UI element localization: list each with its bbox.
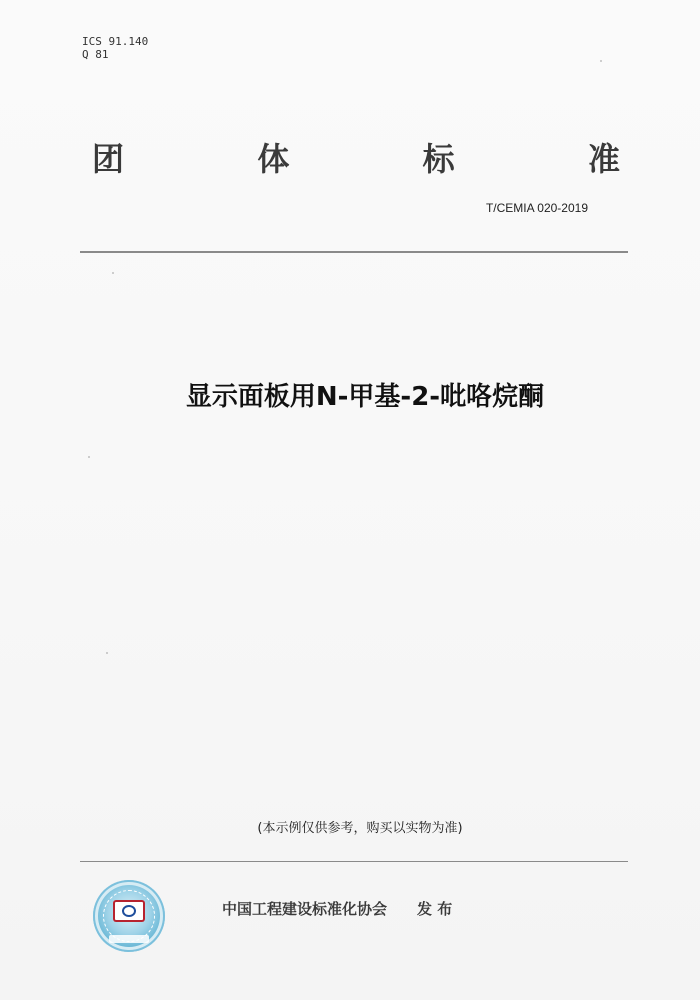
classification-codes xyxy=(82,35,148,61)
seal-band xyxy=(109,935,149,943)
ccs-code: Q 81 xyxy=(82,48,109,61)
doc-type-char: 团 xyxy=(92,140,125,178)
document-type-heading xyxy=(92,134,620,180)
paper-speck xyxy=(106,652,108,654)
doc-type-char: 标 xyxy=(422,140,455,178)
publisher-line xyxy=(222,898,452,919)
standard-title: 显示面板用N-甲基-2-吡咯烷酮 xyxy=(185,382,545,412)
paper-speck xyxy=(88,456,90,458)
seal-emblem-icon xyxy=(113,900,145,922)
sample-disclaimer: (本示例仅供参考，购买以实物为准) xyxy=(257,821,463,836)
publisher-name: 中国工程建设标准化协会 xyxy=(222,900,388,918)
certification-seal-icon xyxy=(93,880,165,952)
doc-type-char: 准 xyxy=(587,140,620,178)
ics-code: ICS 91.140 xyxy=(82,35,149,48)
bottom-divider xyxy=(80,861,628,862)
paper-speck xyxy=(600,60,602,62)
paper-speck xyxy=(112,272,114,274)
doc-type-char: 体 xyxy=(257,140,290,178)
top-divider xyxy=(80,251,628,253)
standard-number: T/CEMIA 020-2019 xyxy=(485,201,588,215)
issued-label: 发 布 xyxy=(417,900,453,918)
